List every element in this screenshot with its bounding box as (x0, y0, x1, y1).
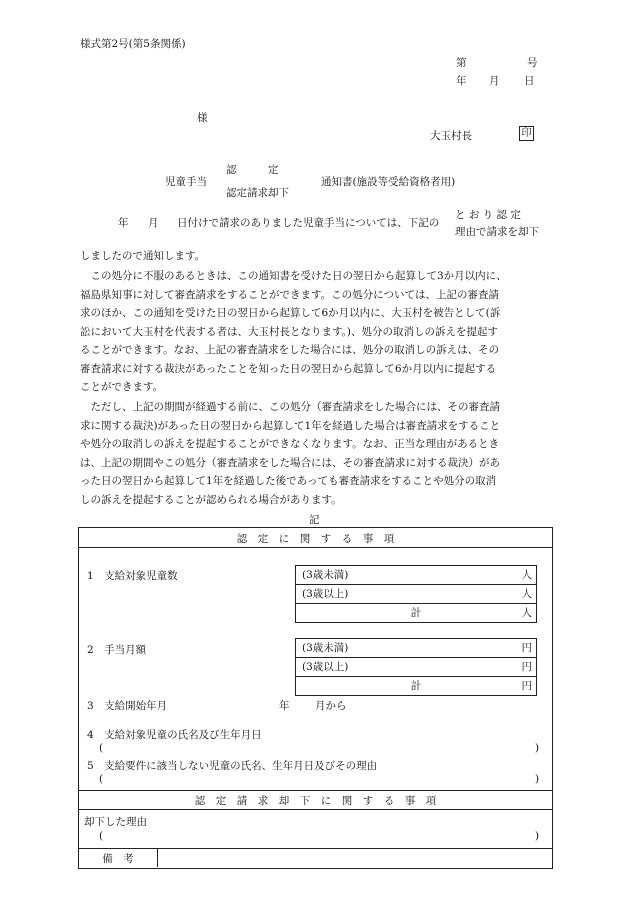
date-year: 年 (456, 75, 467, 87)
paragraph-line: 福島県知事に対して審査請求をすることができます。この処分については、上記の審査請 (80, 288, 499, 301)
paragraph-line: ことができます。 (80, 381, 164, 393)
row-label: (3歳未満) (302, 642, 349, 654)
issuer: 大玉村長 (430, 130, 472, 142)
paragraph-line: ることができます。なお、上記の審査請求をした場合には、処分の取消しの訴えは、その (80, 344, 500, 356)
row-unit: 円 (521, 642, 532, 654)
intro-year: 年 (118, 217, 129, 229)
open-paren: ( (99, 742, 104, 754)
section-header-approval: 認 定 に 関 す る 事 項 (236, 533, 395, 545)
child-count-row (296, 585, 536, 603)
intro-text: 日付けで請求のありました児童手当については、下記の (177, 217, 440, 229)
paragraph-line: しの訴えを提起することが認められる場合があります。 (80, 493, 342, 506)
title-left: 児童手当 (165, 176, 207, 188)
remarks-divider (157, 848, 158, 867)
paragraph-line: や処分の取消しの訴えを提起することができなくなります。なお、正当な理由があるとき (80, 438, 500, 450)
close-paren: ) (535, 830, 540, 842)
row-unit: 人 (521, 588, 532, 600)
monthly-amount-box (295, 638, 537, 696)
appeal-paragraph-2 (80, 398, 548, 509)
paragraph-line: ただし、上記の期間が経過する前に、この処分（審査請求をした場合には、その審査請 (80, 401, 500, 413)
item-ineligible-label: 5 支給要件に該当しない児童の氏名、生年月日及びその理由 (87, 760, 378, 772)
date-day: 日 (524, 75, 535, 87)
title-right: 通知書(施設等受給資格者用) (321, 176, 456, 188)
row-unit: 円 (521, 680, 532, 692)
row-label: 計 (410, 607, 422, 619)
row-unit: 人 (521, 607, 532, 619)
paragraph-line: 訟において大玉村を代表する者は、大玉村長となります。)、処分の取消しの訴えを提起す (80, 325, 499, 338)
seal-mark: 印 (519, 126, 534, 141)
details-table (78, 527, 553, 869)
start-year: 年 (279, 700, 290, 712)
amount-row (296, 658, 536, 676)
intro-option-approve: と お り 認 定 (455, 209, 521, 221)
appeal-paragraph-1 (80, 267, 548, 397)
open-paren: ( (99, 773, 104, 785)
row-label: 計 (410, 680, 422, 692)
date-month: 月 (489, 75, 500, 87)
intro-month: 月 (148, 217, 159, 229)
section-header-rejection: 認 定 請 求 却 下 に 関 す る 事 項 (194, 795, 437, 807)
doc-number-prefix: 第 (456, 57, 467, 69)
item-monthly-amount-label: 2 手当月額 (87, 644, 147, 656)
title-option-reject: 認定請求却下 (226, 187, 289, 199)
seal-stamp (519, 126, 534, 141)
title-option-approve: 認 定 (226, 164, 279, 176)
row-label: (3歳以上) (302, 588, 349, 600)
row-label: (3歳未満) (302, 569, 349, 581)
child-count-row (296, 566, 536, 584)
reject-reason-label: 却下した理由 (84, 816, 147, 828)
amount-row (296, 639, 536, 657)
start-month: 月から (315, 700, 347, 712)
intro-option-reject: 理由で請求を却下 (455, 226, 539, 238)
addressee-suffix: 様 (197, 112, 208, 124)
paragraph-line: 求に関する裁決)があった日の翌日から起算して1年を経過した場合は審査請求をすること (80, 419, 501, 432)
item-start-month-label: 3 支給開始年月 (87, 700, 168, 712)
intro-continuation: しましたので通知します。 (80, 250, 206, 262)
paragraph-line: った日の翌日から起算して1年を経過した後であっても審査請求をすることや処分の取消 (80, 475, 497, 487)
remarks-label: 備 考 (102, 853, 134, 865)
close-paren: ) (535, 742, 540, 754)
child-count-box (295, 565, 537, 623)
paragraph-line: は、上記の期間やこの処分（審査請求をした場合には、その審査請求に対する裁決）があ (80, 456, 500, 469)
amount-row (296, 677, 536, 695)
row-unit: 人 (521, 569, 532, 581)
row-unit: 円 (521, 661, 532, 673)
form-label: 様式第2号(第5条関係) (80, 38, 186, 50)
ki-heading: 記 (309, 514, 320, 526)
item-child-names-label: 4 支給対象児童の氏名及び生年月日 (87, 729, 262, 741)
child-count-row (296, 604, 536, 622)
paragraph-line: この処分に不服のあるときは、この通知書を受けた日の翌日から起算して3か月以内に、 (80, 270, 507, 282)
paragraph-line: 審査請求に対する裁決があったことを知った日の翌日から起算して6か月以内に提起する (80, 362, 497, 375)
item-child-count-label: 1 支給対象児童数 (87, 570, 178, 582)
open-paren: ( (99, 830, 104, 842)
row-label: (3歳以上) (302, 661, 349, 673)
paragraph-line: 求のほか、この通知を受けた日の翌日から起算して6か月以内に、大玉村を被告として(訴 (80, 307, 501, 319)
doc-number-suffix: 号 (527, 57, 538, 69)
close-paren: ) (535, 773, 540, 785)
